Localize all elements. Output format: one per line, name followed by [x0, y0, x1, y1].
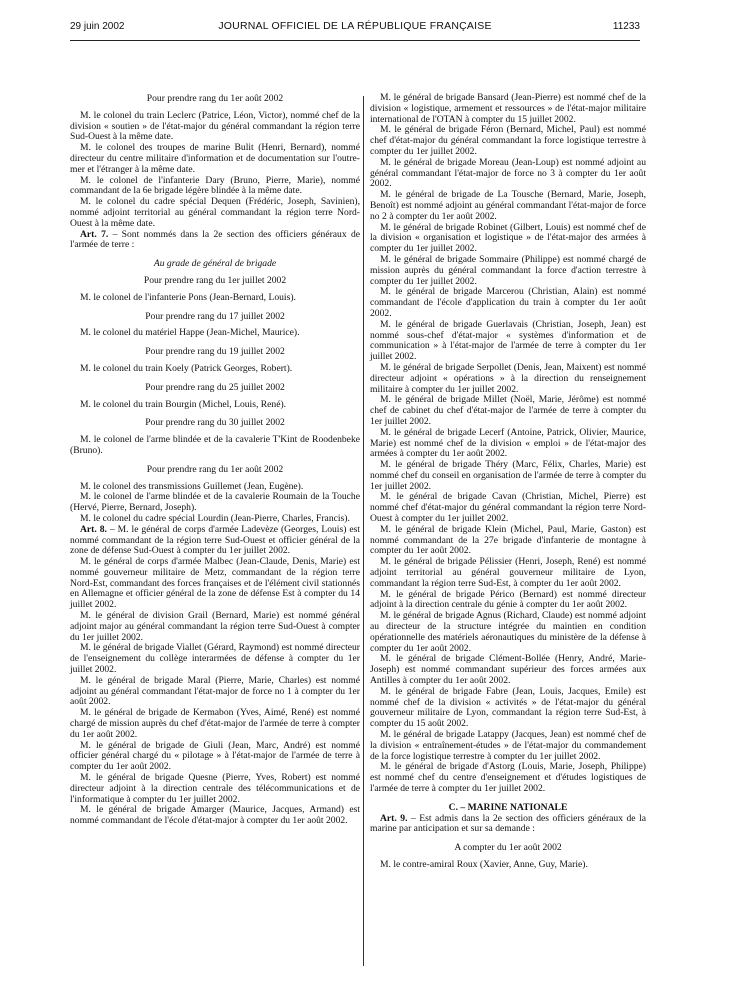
article-9	[370, 814, 646, 836]
paragraph: M. le général de brigade Agnus (Richard, Claude) est nommé adjoint au directeur de la structure intégrée du maintien en condition opérationnelle des matériels aéronautiques du ministère de la défense à compter du 1er août 2002.	[370, 610, 646, 654]
paragraph: M. le colonel des troupes de marine Bulit (Henri, Bernard), nommé directeur du centre militaire d'information et de documentation sur l'outre-mer et l'étranger à la même date.	[70, 142, 360, 175]
left-column	[70, 94, 360, 827]
rank-heading: Pour prendre rang du 1er août 2002	[146, 93, 284, 104]
paragraph: M. le général de brigade de Kermabon (Yves, Aimé, René) est nommé chargé de mission auprès du chef d'état-major de l'armée de terre à compter du 1er août 2002.	[70, 707, 360, 740]
paragraph: M. le colonel des transmissions Guillemet (Jean, Eugène).	[80, 480, 304, 492]
rank-heading: Pour prendre rang du 17 juillet 2002	[145, 310, 285, 322]
paragraph: M. le général de brigade Périco (Bernard) est nommé directeur adjoint à la direction centrale du génie à compter du 1er août 2002.	[370, 588, 646, 611]
header-date: 29 juin 2002	[70, 21, 125, 32]
rank-heading: Pour prendre rang du 19 juillet 2002	[145, 346, 285, 358]
paragraph: M. le colonel du train Leclerc (Patrice, Léon, Victor), nommé chef de la division « soutien » de l'état-major du général commandant la région terre Sud-Ouest à la même date.	[70, 109, 360, 143]
paragraph: M. le général de brigade Robinet (Gilbert, Louis) est nommé chef de la division « organisation et logistique » de l'état-major des armées à compter du 1er juillet 2002.	[370, 221, 646, 255]
article-text: – Sont nommés dans la 2e section des officiers généraux de l'armée de terre :	[70, 228, 361, 251]
paragraph: M. le général de brigade de La Tousche (Bernard, Marie, Joseph, Benoît) est nommé adjoint au général commandant l'état-major de force no 2 à compter du 1er août 2002.	[370, 189, 646, 222]
article-label: Art. 9.	[380, 812, 408, 824]
paragraph: M. le général de brigade Moreau (Jean-Loup) est nommé adjoint au général commandant l'état-major de force no 3 à compter du 1er août 2002.	[370, 156, 646, 190]
paragraph: M. le général de brigade Latappy (Jacques, Jean) est nommé chef de la division « entraînement-études » de l'état-major du commandement de la force logistique terrestre à compter du 1er juillet 2002.	[370, 729, 646, 762]
page-header	[70, 18, 640, 41]
paragraph: M. le général de brigade Théry (Marc, Félix, Charles, Marie) est nommé chef du conseil en organisation de l'armée de terre à compter du 1er juillet 2002.	[370, 459, 646, 492]
grade-heading: Au grade de général de brigade	[153, 258, 277, 270]
paragraph: M. le colonel de l'infanterie Dary (Bruno, Pierre, Marie), nommé commandant de la 6e brigade légère blindée à la même date.	[70, 174, 360, 197]
paragraph: M. le général de brigade Pélissier (Henri, Joseph, René) est nommé adjoint territorial au général gouverneur militaire de Lyon, commandant la région terre Sud-Est, à compter du 1er août 2002.	[370, 556, 646, 589]
article-text: – M. le général de corps d'armée Ladevèze (Georges, Louis) est nommé commandant de la région terre Sud-Ouest et officier général de la zone de défense Sud-Ouest à compter du 1er juillet 2002.	[70, 523, 360, 557]
header-title: JOURNAL OFFICIEL DE LA RÉPUBLIQUE FRANÇAISE	[218, 20, 492, 32]
article-text: – Est admis dans la 2e section des officiers généraux de la marine par anticipation et sur sa demande :	[370, 812, 646, 835]
rank-heading: Pour prendre rang du 25 juillet 2002	[145, 381, 285, 393]
paragraph: M. le colonel du cadre spécial Lourdin (Jean-Pierre, Charles, Francis).	[80, 512, 350, 524]
paragraph: M. le général de brigade Quesne (Pierre, Yves, Robert) est nommé directeur adjoint à la direction centrale des télécommunications et de l'informatique à compter du 1er juillet 2002.	[70, 772, 360, 805]
paragraph: M. le général de brigade Viallet (Gérard, Raymond) est nommé directeur de l'enseignement du collège interarmées de défense à compter du 1er juillet 2002.	[70, 642, 360, 676]
header-page-number: 11233	[612, 21, 640, 32]
paragraph: M. le général de corps d'armée Malbec (Jean-Claude, Denis, Marie) est nommé gouverneur militaire de Metz, commandant de la région terre Nord-Est, commandant des forces françaises et de l'élément civil stationnés en Allemagne et officier général de la zone de défense Est à compter du 14 juillet 2002.	[70, 556, 360, 611]
paragraph: M. le colonel du train Koely (Patrick Georges, Robert).	[80, 362, 293, 374]
paragraph: M. le général de brigade Bansard (Jean-Pierre) est nommé chef de la division « logistique, armement et ressources » de l'état-major militaire international de l'OTAN à compter du 15 juillet 2002.	[370, 92, 646, 125]
rank-heading: Pour prendre rang du 30 juillet 2002	[145, 417, 285, 429]
paragraph: M. le général de brigade Millet (Noël, Marie, Jérôme) est nommé chef de cabinet du chef d'état-major de l'armée de terre à compter du 1er juillet 2002.	[370, 394, 646, 427]
paragraph: M. le général de brigade Fabre (Jean, Louis, Jacques, Emile) est nommé chef de la division « activités » de l'état-major du général gouverneur militaire de Lyon, commandant la région terre Sud-Est, à compter du 15 août 2002.	[370, 685, 646, 730]
section-heading: C. – MARINE NATIONALE	[448, 801, 568, 813]
column-divider	[363, 96, 364, 966]
article-label: Art. 8.	[80, 523, 107, 535]
rank-heading: A compter du 1er août 2002	[454, 842, 562, 854]
paragraph: M. le général de brigade Maral (Pierre, Marie, Charles) est nommé adjoint au général commandant l'état-major de force no 1 à compter du 1er août 2002.	[70, 674, 360, 708]
article-label: Art. 7.	[80, 228, 109, 240]
paragraph: M. le général de brigade Lecerf (Antoine, Patrick, Olivier, Maurice, Marie) est nommé chef de la division « emploi » de l'état-major des armées à compter du 1er août 2002.	[370, 426, 646, 460]
paragraph: M. le général de brigade Clément-Bollée (Henry, André, Marie-Joseph) est nommé commandant supérieur des forces armées aux Antilles à compter du 1er août 2002.	[370, 653, 646, 687]
paragraph: M. le colonel de l'arme blindée et de la cavalerie T'Kint de Roodenbeke (Bruno).	[70, 434, 360, 456]
paragraph: M. le général de brigade Féron (Bernard, Michel, Paul) est nommé chef d'état-major du général commandant la force logistique terrestre à compter du 1er juillet 2002.	[370, 124, 646, 157]
paragraph: M. le général de brigade d'Astorg (Louis, Marie, Joseph, Philippe) est nommé chef du centre d'enseignement et d'études logistiques de l'armée de terre à compter du 1er juillet 2002.	[370, 761, 646, 794]
paragraph: M. le colonel du cadre spécial Dequen (Frédéric, Joseph, Savinien), nommé adjoint territorial au général commandant la région terre Nord-Ouest à la même date.	[70, 196, 360, 229]
paragraph: M. le colonel du train Bourgin (Michel, Louis, René).	[80, 398, 287, 410]
paragraph: M. le général de brigade Klein (Michel, Paul, Marie, Gaston) est nommé commandant de la 27e brigade d'infanterie de montagne à compter du 1er août 2002.	[370, 523, 646, 557]
article-7	[70, 230, 360, 252]
paragraph: M. le général de brigade Sommaire (Philippe) est nommé chargé de mission auprès du général commandant la force d'action terrestre à compter du 1er juillet 2002.	[370, 253, 646, 287]
paragraph: M. le colonel de l'arme blindée et de la cavalerie Roumain de la Touche (Hervé, Pierre, Bernard, Joseph).	[70, 491, 360, 514]
paragraph: M. le général de brigade Marcerou (Christian, Alain) est nommé commandant de l'école d'application du train à compter du 1er août 2002.	[370, 286, 646, 319]
rank-heading: Pour prendre rang du 1er juillet 2002	[143, 274, 287, 286]
article-8	[70, 525, 360, 557]
paragraph: M. le colonel de l'infanterie Pons (Jean-Bernard, Louis).	[80, 291, 296, 303]
right-column	[370, 93, 646, 871]
paragraph: M. le contre-amiral Roux (Xavier, Anne, Guy, Marie).	[380, 858, 588, 870]
paragraph: M. le général de brigade Guerlavais (Christian, Joseph, Jean) est nommé sous-chef d'état-major « systèmes d'information et de communication » à l'état-major de l'armée de terre à compter du 1er juillet 2002.	[370, 318, 646, 363]
paragraph: M. le général de division Grail (Bernard, Marie) est nommé général adjoint major au général commandant la région terre Sud-Ouest à compter du 1er juillet 2002.	[70, 610, 360, 643]
rank-heading: Pour prendre rang du 1er août 2002	[146, 463, 284, 475]
paragraph: M. le colonel du matériel Happe (Jean-Michel, Maurice).	[80, 327, 300, 339]
paragraph: M. le général de brigade de Giuli (Jean, Marc, André) est nommé officier général chargé du « pilotage » à l'état-major de l'armée de terre à compter du 1er août 2002.	[70, 739, 360, 773]
paragraph: M. le général de brigade Serpollet (Denis, Jean, Maixent) est nommé directeur adjoint « opérations » à la direction du renseignement militaire à compter du 1er juillet 2002.	[370, 361, 646, 395]
paragraph: M. le général de brigade Cavan (Christian, Michel, Pierre) est nommé chef d'état-major du général commandant la région terre Nord-Ouest à compter du 1er juillet 2002.	[370, 491, 646, 525]
paragraph: M. le général de brigade Amarger (Maurice, Jacques, Armand) est nommé commandant de l'école d'état-major à compter du 1er août 2002.	[70, 804, 360, 827]
